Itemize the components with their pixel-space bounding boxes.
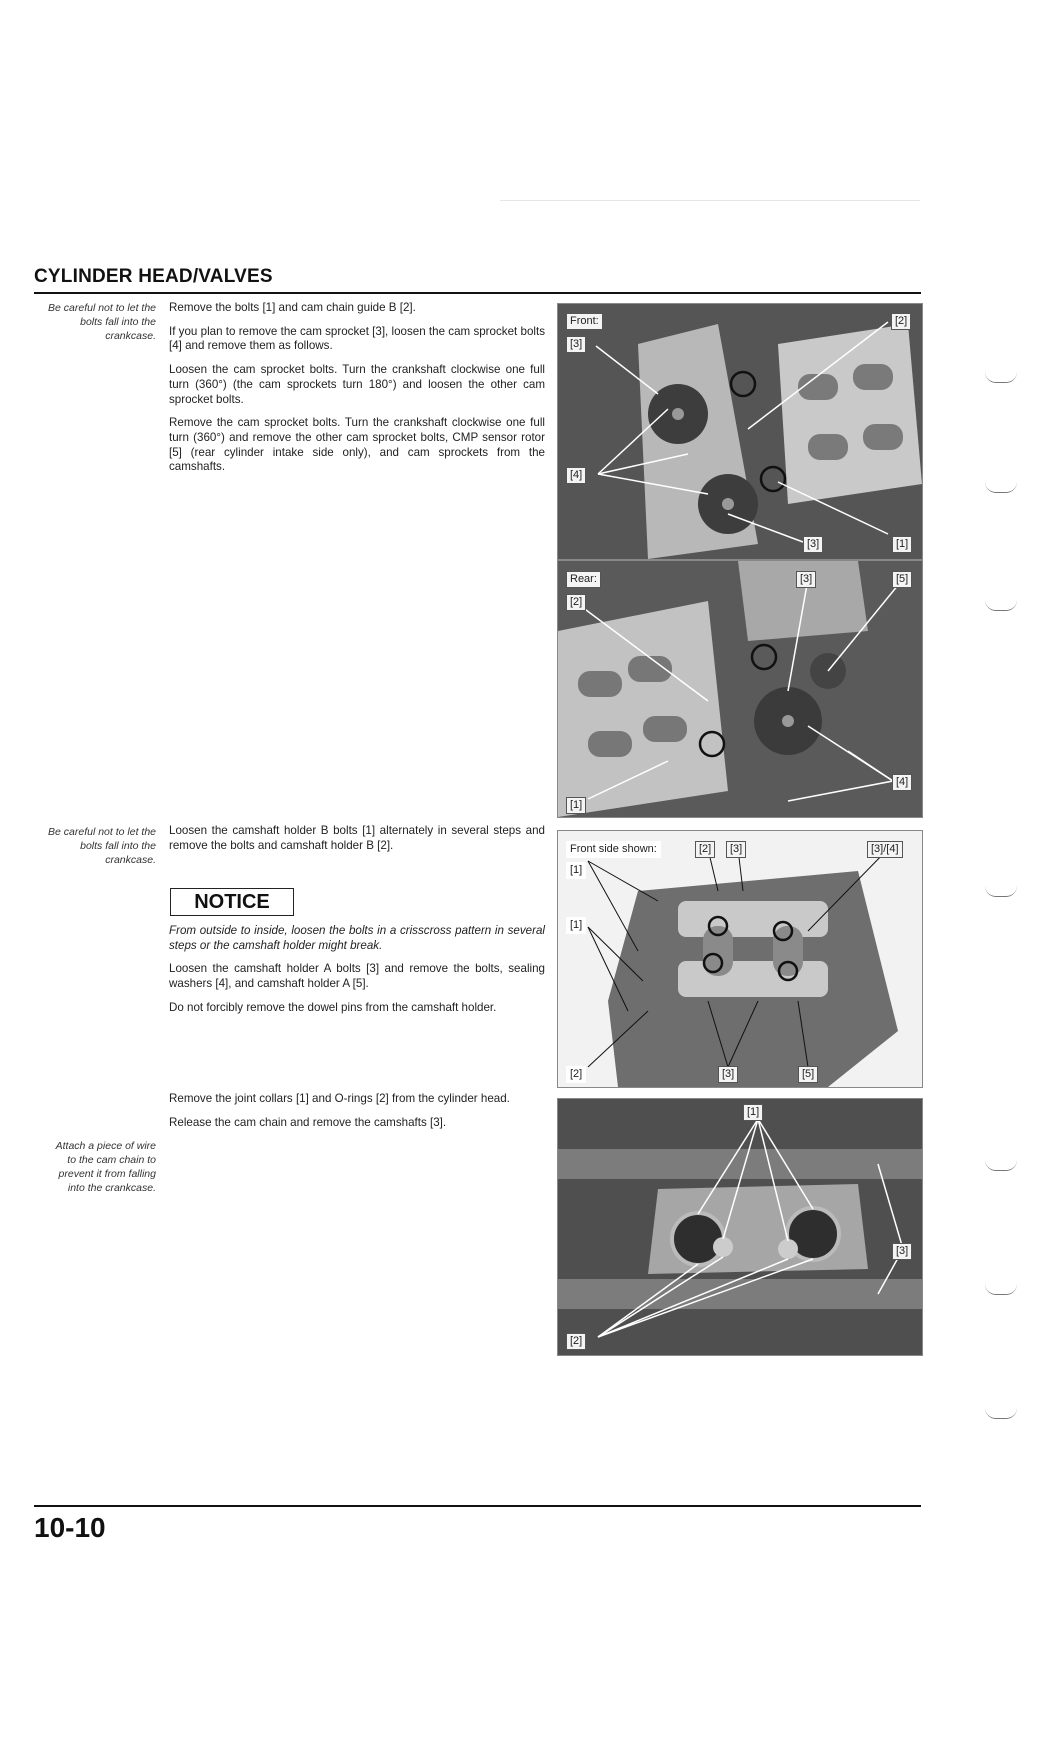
callout-label: [3] [718,1066,738,1083]
callout-label: [3] [726,841,746,858]
callout-label: [1] [566,862,586,879]
callout-label: [2] [566,1333,586,1350]
binder-mark [985,1408,1017,1419]
section-camshaft-holder-cont [169,924,545,1016]
photo-caption: Front: [566,313,603,330]
binder-mark [985,482,1017,493]
engine-photo-illustration [558,304,922,559]
notice-text: From outside to inside, loosen the bolts in a crisscross pattern in several steps or the camshaft holder might break. [169,924,545,952]
photo-camshaft-holder [557,830,923,1088]
photo-caption: Rear: [566,571,601,588]
side-note-bolts: Be careful not to let the bolts fall into the crankcase. [48,302,156,342]
callout-label: [2] [891,313,911,330]
paragraph: Loosen the camshaft holder B bolts [1] alternately in several steps and remove the bolts and camshaft holder B [2]. [169,824,545,852]
callout-label: [4] [892,774,912,791]
callout-label: [3] [892,1243,912,1260]
binder-mark [985,372,1017,383]
section-camshaft-holder [169,824,545,853]
paragraph: Remove the joint collars [1] and O-rings [2] from the cylinder head. [169,1092,510,1105]
photo-front-sprockets [557,303,923,560]
callout-label: [2] [566,1066,586,1083]
paragraph: Loosen the camshaft holder A bolts [3] and remove the bolts, sealing washers [4], and camshaft holder A [5]. [169,962,545,991]
binder-mark [985,600,1017,611]
callout-label: [3] [803,536,823,553]
callout-label: [5] [892,571,912,588]
photo-caption: Front side shown: [566,841,661,858]
engine-photo-illustration [558,1099,922,1355]
paragraph: Remove the bolts [1] and cam chain guide B [2]. [169,301,416,314]
header-rule [34,292,921,294]
callout-label: [4] [566,467,586,484]
callout-label: [2] [566,594,586,611]
callout-label: [3] [566,336,586,353]
paragraph: Release the cam chain and remove the camshafts [3]. [169,1115,447,1129]
section-sprocket-removal [169,301,545,475]
notice-label: NOTICE [170,888,294,916]
binder-mark [985,1284,1017,1295]
callout-label: [5] [798,1066,818,1083]
side-note-bolts-holder: Be careful not to let the bolts fall into the crankcase. [48,826,156,866]
side-note-cam-chain: Attach a piece of wire to the cam chain to prevent it from falling into the crankcase. [55,1140,156,1194]
section-joint-collars [169,1092,545,1130]
callout-label: [3] [796,571,816,588]
callout-label: [3]/[4] [867,841,903,858]
photo-joint-collars [557,1098,923,1356]
callout-label: [1] [743,1104,763,1121]
callout-label: [1] [892,536,912,553]
paragraph: Remove the cam sprocket bolts. Turn the crankshaft clockwise one full turn (360°) and remove the other cam sprocket bolts, CMP sensor rotor [5] (rear cylinder intake side only), and cam sprockets from the camshafts. [169,416,545,474]
callout-label: [2] [695,841,715,858]
binder-mark [985,1160,1017,1171]
paragraph: If you plan to remove the cam sprocket [3], loosen the cam sprocket bolts [4] and remove them as follows. [169,324,545,353]
section-title: CYLINDER HEAD/VALVES [34,266,273,287]
engine-photo-illustration [558,831,922,1087]
paragraph: Do not forcibly remove the dowel pins from the camshaft holder. [169,1000,497,1014]
binder-mark [985,886,1017,897]
scan-artifact-line [500,200,920,201]
paragraph: Loosen the cam sprocket bolts. Turn the crankshaft clockwise one full turn (360°) (the cam sprockets turn 180°) and loosen the other cam sprocket bolts. [169,363,545,406]
callout-label: [1] [566,797,586,814]
callout-label: [1] [566,917,586,934]
engine-photo-illustration [558,561,922,817]
page-number: 10-10 [34,1512,106,1543]
footer-rule [34,1505,921,1507]
photo-rear-sprockets [557,560,923,818]
